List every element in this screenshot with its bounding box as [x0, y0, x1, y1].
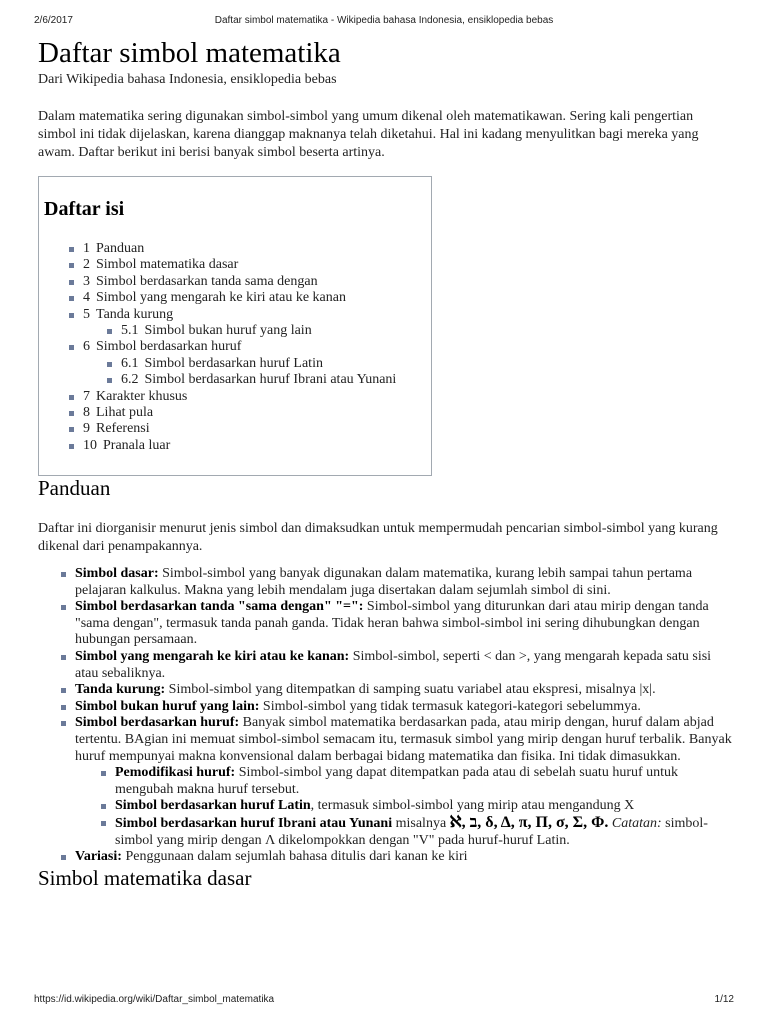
bullet-icon	[69, 280, 74, 285]
list-item: Simbol berdasarkan huruf Latin, termasuk simbol-simbol yang mirip atau mengandung X	[75, 798, 732, 815]
bullet-icon	[69, 313, 74, 318]
bullet-icon	[61, 705, 66, 710]
panduan-intro: Daftar ini diorganisir menurut jenis simbol dan dimaksudkan untuk mempermudah pencarian simbol-simbol yang kurang dikenal dari penampakannya.	[38, 521, 718, 554]
bullet-icon	[107, 329, 112, 334]
bullet-icon	[101, 804, 106, 809]
bullet-icon	[69, 411, 74, 416]
greek-letters: ℵ, ב, δ, Δ, π, Π, σ, Σ, Φ.	[449, 813, 609, 831]
table-of-contents	[38, 176, 432, 476]
list-item: Simbol bukan huruf yang lain: Simbol-simbol yang tidak termasuk kategori-kategori sebelummya.	[38, 699, 732, 716]
toc-item-huruf[interactable]: 6 Simbol berdasarkan huruf	[68, 339, 396, 355]
print-header	[0, 15, 768, 29]
list-item: Simbol berdasarkan huruf Ibrani atau Yunani misalnya ℵ, ב, δ, Δ, π, Π, σ, Σ, Φ. Catatan: simbol-simbol yang mirip dengan Λ dikelompokkan dengan "V" pada huruf-huruf Latin.	[75, 815, 732, 849]
page-title: Daftar simbol matematika	[38, 37, 341, 69]
list-item: Simbol dasar: Simbol-simbol yang banyak digunakan dalam matematika, kurang lebih sampai tahun pertama pelajaran kalkulus. Makna yang lebih mendalam juga disertakan dalam sejumlah simbol di sini.	[38, 566, 732, 599]
toc-item-lihat-pula[interactable]: 8 Lihat pula	[68, 405, 396, 421]
toc-item-kiri-kanan[interactable]: 4 Simbol yang mengarah ke kiri atau ke kanan	[68, 290, 396, 306]
toc-item-panduan[interactable]: 1 Panduan	[68, 241, 396, 257]
toc-item-simbol-dasar[interactable]: 2 Simbol matematika dasar	[68, 257, 396, 273]
sub-list	[75, 765, 732, 849]
bullet-icon	[61, 688, 66, 693]
list-item: Variasi: Penggunaan dalam sejumlah bahasa ditulis dari kanan ke kiri	[38, 849, 732, 866]
list-item: Simbol yang mengarah ke kiri atau ke kanan: Simbol-simbol, seperti < dan >, yang mengarah kepada satu sisi atau sebaliknya.	[38, 649, 732, 682]
toc-title: Daftar isi	[44, 198, 125, 220]
bullet-icon	[69, 444, 74, 449]
print-date: 2/6/2017	[34, 15, 73, 26]
bullet-icon	[61, 572, 66, 577]
bullet-icon	[61, 855, 66, 860]
article-content	[38, 36, 732, 891]
toc-item-referensi[interactable]: 9 Referensi	[68, 421, 396, 437]
list-item: Simbol berdasarkan tanda "sama dengan" "=": Simbol-simbol yang diturunkan dari atau mirip dengan tanda "sama dengan", termasuk tanda panah ganda. Tidak heran bahwa simbol-simbol ini sering dihubungkan dengan hubungan persamaan.	[38, 599, 732, 649]
section-heading-panduan: Panduan	[38, 476, 111, 500]
bullet-icon	[107, 378, 112, 383]
section-heading-simbol-dasar: Simbol matematika dasar	[38, 865, 252, 890]
toc-item-huruf-latin[interactable]: 6.1 Simbol berdasarkan huruf Latin	[106, 356, 396, 372]
list-item: Simbol berdasarkan huruf: Banyak simbol matematika berdasarkan pada, atau mirip dengan, huruf dalam abjad tertentu. BAgian ini memuat simbol-simbol semacam itu, termasuk simbol yang mirip dengan huruf terbalik. Banyak huruf mempunyai makna konvensional dalam berbagai bidang matematika dan fisika. Ini tidak dimasukkan. Pemodifikasi huruf: Simbol-simbol yang dapat ditempatkan pada atau di sebelah suatu huruf untuk mengubah makna huruf tersebut. Simbol berdasarkan huruf Latin, termasuk simbol-simbol yang mirip atau mengandung X Simbol berdasarkan huruf Ibrani atau Yunani misalnya ℵ, ב, δ, Δ, π, Π, σ, Σ, Φ. Catatan: simbol-simbol yang mirip dengan Λ dikelompokkan dengan "V" pada huruf-huruf Latin.	[38, 715, 732, 849]
page-url: https://id.wikipedia.org/wiki/Daftar_simbol_matematika	[34, 994, 275, 1005]
page-number: 1/12	[714, 994, 734, 1005]
intro-paragraph: Dalam matematika sering digunakan simbol-simbol yang umum dikenal oleh matematikawan. Sering kali pengertian simbol ini tidak dijelaskan, karena dianggap maknanya telah diketahui. Hal ini kadang menyulitkan bagi mereka yang awam. Daftar berikut ini berisi banyak simbol beserta artinya.	[38, 109, 699, 160]
bullet-icon	[61, 605, 66, 610]
bullet-icon	[61, 655, 66, 660]
toc-item-sama-dengan[interactable]: 3 Simbol berdasarkan tanda sama dengan	[68, 274, 396, 290]
bullet-icon	[69, 345, 74, 350]
print-footer	[0, 994, 768, 1008]
page-subtitle: Dari Wikipedia bahasa Indonesia, ensiklopedia bebas	[38, 72, 337, 87]
bullet-icon	[101, 771, 106, 776]
toc-item-bukan-huruf[interactable]: 5.1 Simbol bukan huruf yang lain	[106, 323, 396, 339]
list-item: Tanda kurung: Simbol-simbol yang ditempatkan di samping suatu variabel atau ekspresi, misalnya |x|.	[38, 682, 732, 699]
bullet-icon	[69, 296, 74, 301]
bullet-icon	[69, 427, 74, 432]
toc-item-pranala-luar[interactable]: 10 Pranala luar	[68, 438, 396, 454]
bullet-icon	[69, 395, 74, 400]
bullet-icon	[101, 821, 106, 826]
print-doc-title: Daftar simbol matematika - Wikipedia bahasa Indonesia, ensiklopedia bebas	[214, 15, 554, 26]
toc-item-tanda-kurung[interactable]: 5 Tanda kurung	[68, 307, 396, 323]
toc-item-karakter-khusus[interactable]: 7 Karakter khusus	[68, 389, 396, 405]
toc-list	[68, 241, 396, 454]
list-item: Pemodifikasi huruf: Simbol-simbol yang dapat ditempatkan pada atau di sebelah suatu huruf untuk mengubah makna huruf tersebut.	[75, 765, 732, 798]
bullet-icon	[107, 362, 112, 367]
toc-item-ibrani-yunani[interactable]: 6.2 Simbol berdasarkan huruf Ibrani atau Yunani	[106, 372, 396, 388]
bullet-icon	[69, 263, 74, 268]
bullet-icon	[69, 247, 74, 252]
bullet-icon	[61, 721, 66, 726]
panduan-list	[38, 566, 732, 866]
